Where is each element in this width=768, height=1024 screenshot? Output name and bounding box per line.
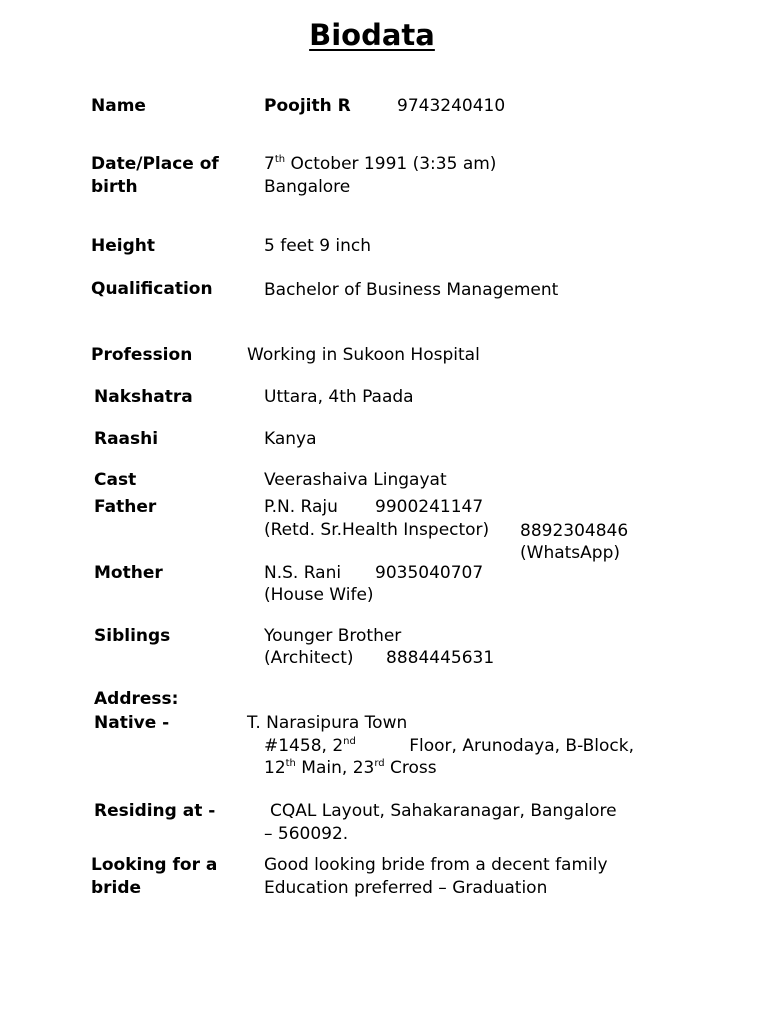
height-value: 5 feet 9 inch (264, 236, 372, 256)
mother-label: Mother (94, 563, 163, 583)
address-line-a-post: Floor, Arunodaya, B-Block, (409, 736, 634, 756)
looking-label-line1: Looking for a (91, 855, 218, 875)
height-label: Height (91, 236, 155, 256)
siblings-phone: 8884445631 (386, 648, 495, 668)
address-line-b-sup1: th (285, 758, 296, 769)
siblings-relation: Younger Brother (264, 626, 402, 646)
nakshatra-label: Nakshatra (94, 387, 193, 407)
raashi-value: Kanya (264, 429, 317, 449)
birth-date (264, 153, 496, 176)
raashi-label: Raashi (94, 429, 159, 449)
looking-line1: Good looking bride from a decent family (264, 855, 608, 875)
looking-label-line2: bride (91, 878, 142, 898)
father-phone: 9900241147 (375, 497, 484, 517)
profession-value: Working in Sukoon Hospital (247, 345, 480, 365)
residing-line1: CQAL Layout, Sahakaranagar, Bangalore (270, 801, 617, 821)
residing-label: Residing at - (94, 801, 216, 821)
name-phone: 9743240410 (397, 96, 506, 116)
profession-label: Profession (91, 345, 193, 365)
address-line-b-mid: Main, 23 (295, 758, 375, 778)
father-role: (Retd. Sr.Health Inspector) (264, 520, 490, 540)
birth-label-line1: Date/Place of (91, 154, 219, 174)
father-alt-phone: 8892304846 (520, 521, 629, 541)
father-name: P.N. Raju (264, 497, 338, 517)
native-town: T. Narasipura Town (247, 713, 408, 733)
siblings-role: (Architect) (264, 648, 354, 668)
address-line-b-pre: 12 (264, 758, 286, 778)
address-line-b-sup2: rd (374, 758, 385, 769)
mother-name: N.S. Rani (264, 563, 342, 583)
address-line-a-part1 (264, 735, 356, 758)
qualification-value: Bachelor of Business Management (264, 280, 559, 300)
native-label: Native - (94, 713, 170, 733)
birth-label-line2: birth (91, 177, 138, 197)
birth-day: 7 (264, 154, 275, 174)
birth-date-rest: October 1991 (3:35 am) (285, 154, 497, 174)
page-title: Biodata (309, 18, 435, 52)
father-alt-phone-note: (WhatsApp) (520, 543, 620, 563)
birth-place: Bangalore (264, 177, 351, 197)
residing-line2: – 560092. (264, 824, 349, 844)
address-line-a-pre: #1458, 2 (264, 736, 344, 756)
looking-line2: Education preferred – Graduation (264, 878, 548, 898)
address-heading: Address: (94, 689, 179, 709)
cast-value: Veerashaiva Lingayat (264, 470, 447, 490)
address-line-b (264, 757, 437, 780)
mother-role: (House Wife) (264, 585, 374, 605)
cast-label: Cast (94, 470, 137, 490)
name-label: Name (91, 96, 146, 116)
name-value: Poojith R (264, 96, 351, 116)
birth-day-suffix: th (274, 154, 286, 165)
father-label: Father (94, 497, 157, 517)
qualification-label: Qualification (91, 279, 213, 299)
address-line-b-post: Cross (384, 758, 437, 778)
address-line-a-sup: nd (343, 736, 356, 747)
mother-phone: 9035040707 (375, 563, 484, 583)
siblings-label: Siblings (94, 626, 171, 646)
address-line-a (264, 735, 634, 758)
nakshatra-value: Uttara, 4th Paada (264, 387, 414, 407)
